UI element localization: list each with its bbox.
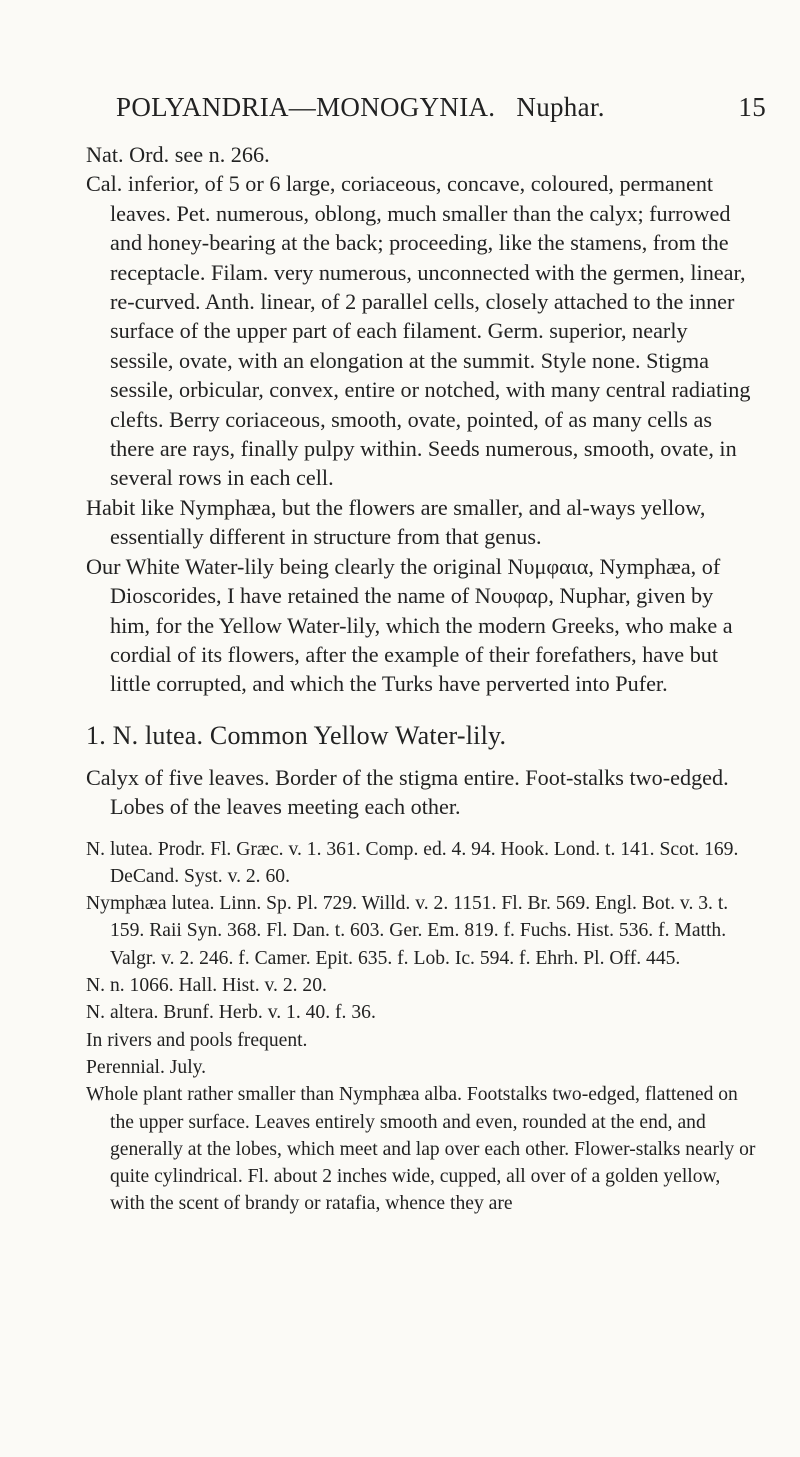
synonymy-block xyxy=(86,836,756,1218)
synonym-entry: N. altera. Brunf. Herb. v. 1. 40. f. 36. xyxy=(86,1002,376,1024)
synonym-entry: N. n. 1066. Hall. Hist. v. 2. 20. xyxy=(86,975,327,997)
running-title: POLYANDRIA—MONOGYNIA. xyxy=(116,92,496,122)
synonym-entry: N. lutea. Prodr. Fl. Græc. v. 1. 361. Comp. ed. 4. 94. Hook. Lond. t. 141. Scot. 169. DeCand. Syst. v. 2. 60. xyxy=(86,838,739,887)
genus-name: Nuphar. xyxy=(516,92,605,122)
etymology-paragraph: Our White Water-lily being clearly the original Νυμφαια, Nymphæa, of Dioscorides, I have retained the name of Νουφαρ, Nuphar, given by him, for the Yellow Water-lily, which the modern Greeks, who make a cordial of its flowers, after the example of their forefathers, have but little corrupted, and which the Turks have perverted into Pufer. xyxy=(86,553,733,697)
species-heading: 1. N. lutea. Common Yellow Water-lily. xyxy=(86,720,507,750)
natural-order: Nat. Ord. see n. 266. xyxy=(86,142,270,167)
habit-paragraph: Habit like Nymphæa, but the flowers are smaller, and al-ways yellow, essentially different in structure from that genus. xyxy=(86,494,706,550)
species-description: Whole plant rather smaller than Nymphæa alba. Footstalks two-edged, flattened on the upper surface. Leaves entirely smooth and even, rounded at the end, and generally at the lobes, which meet and lap over each other. Flower-stalks nearly or quite cylindrical. Fl. about 2 inches wide, cupped, all over of a golden yellow, with the scent of brandy or ratafia, whence they are xyxy=(86,1084,756,1215)
species-diagnosis-block xyxy=(86,763,756,822)
habitat: In rivers and pools frequent. xyxy=(86,1029,308,1051)
running-header xyxy=(116,92,766,123)
duration: Perennial. July. xyxy=(86,1056,207,1078)
species-diagnosis: Calyx of five leaves. Border of the stigma entire. Foot-stalks two-edged. Lobes of the leaves meeting each other. xyxy=(86,764,729,820)
page-number: 15 xyxy=(738,92,766,122)
genus-description xyxy=(86,140,756,699)
character-paragraph: Cal. inferior, of 5 or 6 large, coriaceous, concave, coloured, permanent leaves. Pet. numerous, oblong, much smaller than the calyx; furrowed and honey-bearing at the back; proceeding, like the stamens, from the receptacle. Filam. very numerous, unconnected with the germen, linear, re-curved. Anth. linear, of 2 parallel cells, closely attached to the inner surface of the upper part of each filament. Germ. superior, nearly sessile, ovate, with an elongation at the summit. Style none. Stigma sessile, orbicular, convex, entire or notched, with many central radiating clefts. Berry coriaceous, smooth, ovate, pointed, of as many cells as there are rays, finally pulpy within. Seeds numerous, smooth, ovate, in several rows in each cell. xyxy=(86,171,751,491)
page-body xyxy=(86,140,756,1218)
synonym-entry: Nymphæa lutea. Linn. Sp. Pl. 729. Willd. v. 2. 1151. Fl. Br. 569. Engl. Bot. v. 3. t. 159. Raii Syn. 368. Fl. Dan. t. 603. Ger. Em. 819. f. Fuchs. Hist. 536. f. Matth. Valgr. v. 2. 246. f. Camer. Epit. 635. f. Lob. Ic. 594. f. Ehrh. Pl. Off. 445. xyxy=(86,893,729,969)
